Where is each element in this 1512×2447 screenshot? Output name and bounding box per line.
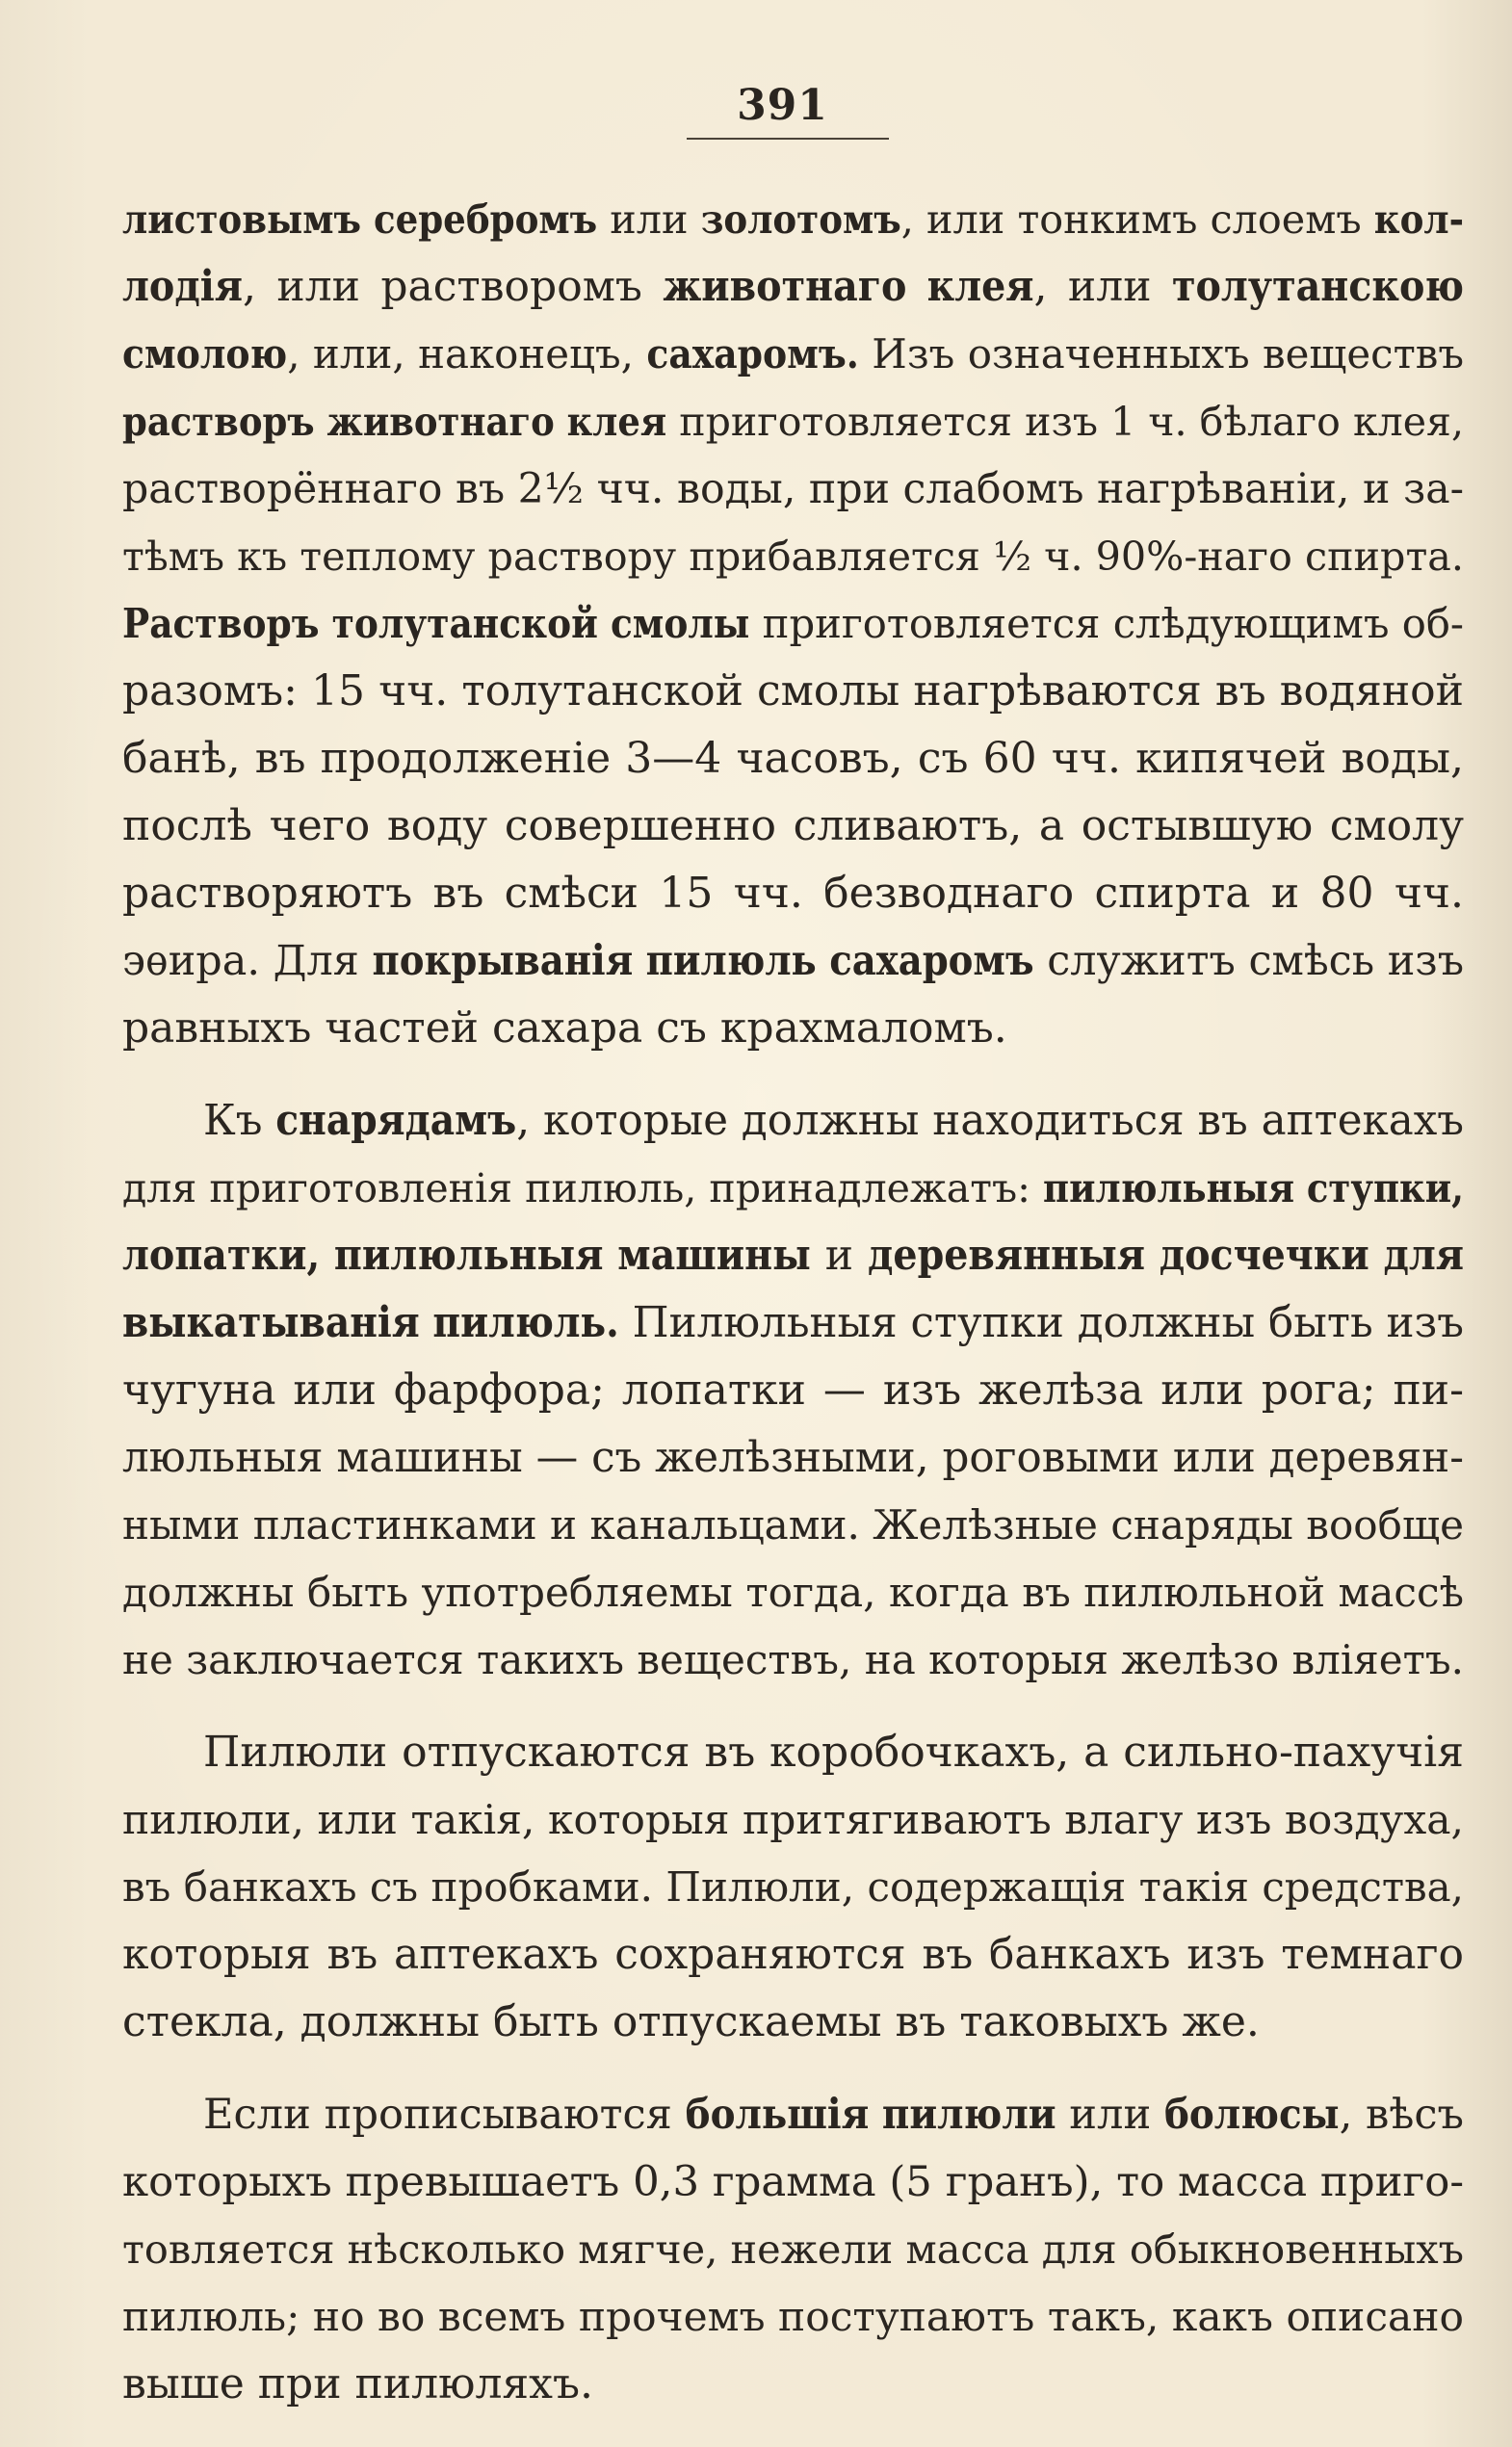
text-line <box>122 1289 1464 1357</box>
bold-term: выкатыванія пилюль. <box>122 1298 619 1347</box>
text-segment: чугуна или фарфора; лопатки — изъ желѣза или рога; пи- <box>122 1366 1464 1415</box>
text-segment: для приготовленія пилюль, принадлежатъ: <box>122 1165 1044 1211</box>
text-segment: , или растворомъ <box>242 262 664 311</box>
text-segment: приготовляется изъ 1 ч. бѣлаго клея, <box>666 399 1464 445</box>
text-line <box>122 1559 1464 1627</box>
text-segment: въ банкахъ съ пробками. Пилюли, содержащія такія средства, <box>122 1863 1464 1911</box>
text-segment: которыя въ аптекахъ сохраняются въ банкахъ изъ темнаго <box>122 1930 1464 1979</box>
text-segment: и <box>810 1231 868 1280</box>
bold-term: кол- <box>1373 195 1464 243</box>
text-segment: тѣмъ къ теплому раствору прибавляется ½ ч. 90%-наго спирта. <box>122 534 1464 580</box>
text-line <box>122 2216 1464 2283</box>
text-segment: равныхъ частей сахара съ крахмаломъ. <box>122 1003 1007 1053</box>
paragraph <box>122 2081 1464 2418</box>
bold-term: болюсы <box>1164 2090 1340 2139</box>
text-line <box>122 2351 1464 2418</box>
paragraph-gap <box>122 1062 1464 1087</box>
bold-term: смолою <box>122 330 288 377</box>
text-line <box>122 1222 1464 1289</box>
bold-term: деревянныя досчечки для <box>868 1231 1464 1280</box>
bold-term: снарядамъ <box>275 1096 517 1145</box>
text-line <box>122 860 1464 927</box>
body-text <box>122 186 1464 2418</box>
text-segment: пилюль; но во всемъ прочемъ поступаютъ такъ, какъ описано <box>122 2293 1464 2340</box>
bold-term: листовымъ серебромъ <box>122 195 598 243</box>
text-segment: не заключается такихъ веществъ, на которыя желѣзо вліяетъ. <box>122 1636 1464 1683</box>
text-segment: люльныя машины — съ желѣзными, роговыми или деревян- <box>122 1434 1464 1482</box>
paragraph-gap <box>122 2056 1464 2081</box>
text-line <box>122 253 1464 321</box>
text-segment: послѣ чего воду совершенно сливаютъ, а остывшую смолу <box>122 801 1464 850</box>
text-line <box>122 995 1464 1062</box>
text-segment: или <box>597 196 701 243</box>
text-line <box>122 2081 1464 2148</box>
text-line <box>122 793 1464 860</box>
page-number: 391 <box>737 81 828 130</box>
bold-term: растворъ животнаго клея <box>122 398 667 445</box>
bold-term: животнаго клея <box>663 262 1034 311</box>
paragraph <box>122 1719 1464 2056</box>
text-segment: эѳира. Для <box>122 937 373 985</box>
bold-term: пилюльныя ступки, <box>1043 1164 1464 1211</box>
page-number-rule <box>687 138 889 140</box>
text-segment: пилюли, или такія, которыя притягиваютъ влагу изъ воздуха, <box>122 1796 1464 1843</box>
text-segment: разомъ: 15 чч. толутанской смолы нагрѣваются въ водяной <box>122 666 1464 716</box>
text-segment: ными пластинками и канальцами. Желѣзные снаряды вообще <box>122 1501 1464 1549</box>
text-line <box>122 1854 1464 1921</box>
text-segment: служитъ смѣсь изъ <box>1033 937 1464 985</box>
text-line <box>122 1921 1464 1989</box>
text-line <box>122 927 1464 995</box>
text-segment: , вѣсъ <box>1339 2091 1464 2139</box>
bold-term: лопатки, пилюльныя машины <box>122 1231 811 1280</box>
text-segment: банѣ, въ продолженіе 3—4 часовъ, съ 60 чч. кипячей воды, <box>122 734 1464 783</box>
text-segment: или <box>1056 2091 1164 2139</box>
text-segment: которыхъ превышаетъ 0,3 грамма (5 гранъ), то масса приго- <box>122 2158 1464 2206</box>
text-line <box>122 1087 1464 1155</box>
text-line <box>122 186 1464 253</box>
text-segment: Если прописываются <box>203 2091 686 2139</box>
text-line <box>122 1719 1464 1786</box>
text-line <box>122 1989 1464 2056</box>
text-segment: , которые должны находиться въ аптекахъ <box>516 1097 1464 1145</box>
text-segment: товляется нѣсколько мягче, нежели масса для обыкновенныхъ <box>122 2226 1464 2273</box>
text-segment: стекла, должны быть отпускаемы въ таковыхъ же. <box>122 1997 1260 2046</box>
text-line <box>122 2283 1464 2351</box>
text-line <box>122 1155 1464 1222</box>
text-segment: , или, наконецъ, <box>287 330 647 377</box>
text-line <box>122 1627 1464 1694</box>
text-segment: Пилюльныя ступки должны быть изъ <box>618 1299 1464 1347</box>
text-line <box>122 1492 1464 1559</box>
text-segment: выше при пилюляхъ. <box>122 2359 593 2408</box>
text-line <box>122 658 1464 725</box>
text-segment: , или <box>1033 262 1172 311</box>
text-segment: приготовляется слѣдующимъ об- <box>749 600 1464 647</box>
text-segment: , или тонкимъ слоемъ <box>900 196 1374 243</box>
bold-term: большія пилюли <box>685 2090 1056 2139</box>
paragraph <box>122 186 1464 1062</box>
text-line <box>122 1357 1464 1424</box>
text-line <box>122 388 1464 456</box>
text-segment: Изъ означенныхъ веществъ <box>858 330 1464 377</box>
bold-term: золотомъ <box>700 195 901 243</box>
text-segment: должны быть употребляемы тогда, когда въ пилюльной массѣ <box>122 1569 1464 1616</box>
text-line <box>122 523 1464 590</box>
bold-term: Растворъ толутанской смолы <box>122 600 750 647</box>
paragraph <box>122 1087 1464 1694</box>
text-line <box>122 590 1464 658</box>
text-line <box>122 1424 1464 1492</box>
text-line <box>122 321 1464 388</box>
bold-term: лодія <box>122 262 243 311</box>
text-segment: Къ <box>203 1097 276 1145</box>
text-segment: растворённаго въ 2½ чч. воды, при слабомъ нагрѣваніи, и за- <box>122 465 1464 513</box>
text-segment: растворяютъ въ смѣси 15 чч. безводнаго спирта и 80 чч. <box>122 869 1464 918</box>
paragraph-gap <box>122 1694 1464 1719</box>
bold-term: толутанскою <box>1171 262 1464 311</box>
text-line <box>122 1786 1464 1854</box>
text-line <box>122 456 1464 523</box>
bold-term: сахаромъ. <box>646 330 859 377</box>
text-line <box>122 725 1464 793</box>
bold-term: покрыванія пилюль сахаромъ <box>372 937 1034 985</box>
text-segment: Пилюли отпускаются въ коробочкахъ, а сильно-пахучія <box>203 1728 1464 1777</box>
text-line <box>122 2148 1464 2216</box>
